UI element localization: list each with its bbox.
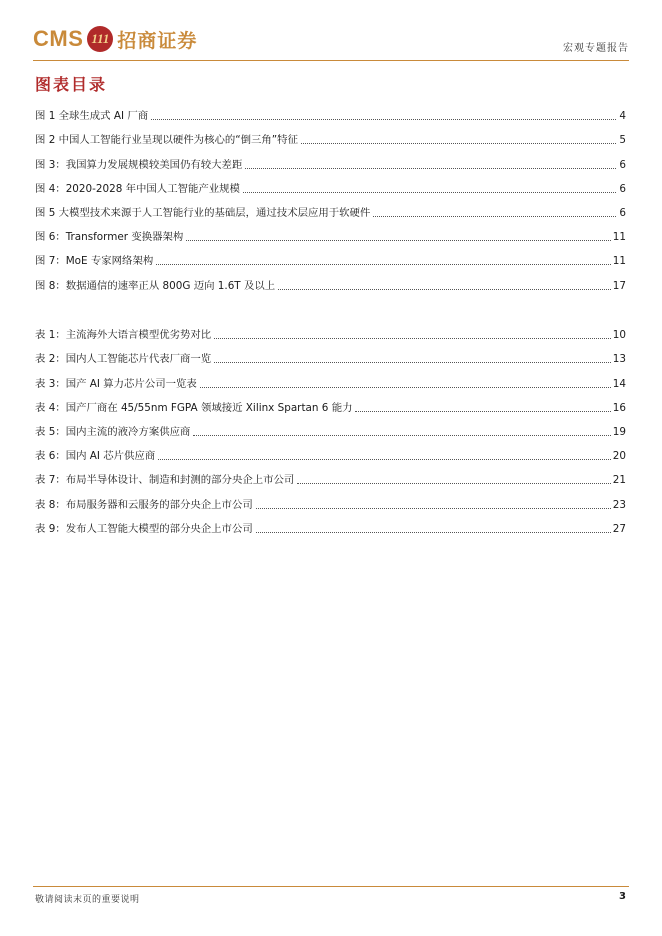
table-entry[interactable] [35, 512, 626, 536]
dot-leader [301, 143, 616, 144]
figure-entry[interactable] [35, 99, 626, 123]
table-entry-page[interactable]: 10 [612, 329, 626, 342]
figure-entry-label[interactable]: 图 2 中国人工智能行业呈现以硬件为核心的“倒三角”特征 [35, 134, 298, 147]
table-entry-page[interactable]: 20 [612, 450, 626, 463]
figure-entry-page[interactable]: 4 [619, 110, 626, 123]
figure-entry[interactable] [35, 147, 626, 171]
dot-leader [297, 483, 610, 484]
table-entry[interactable] [35, 318, 626, 342]
table-entry[interactable] [35, 342, 626, 366]
dot-leader [193, 435, 610, 436]
dot-leader [245, 168, 616, 169]
figure-entry-page[interactable]: 6 [619, 206, 626, 219]
cms-logo [33, 24, 197, 54]
table-entry-label[interactable]: 表 5：国内主流的液冷方案供应商 [35, 425, 191, 438]
disclaimer-note: 敬请阅读末页的重要说明 [35, 895, 140, 905]
figure-entry[interactable] [35, 196, 626, 220]
dot-leader [373, 216, 616, 217]
page-header [33, 24, 629, 60]
table-entry-label[interactable]: 表 7：布局半导体设计、制造和封测的部分央企上市公司 [35, 474, 295, 487]
table-entry-label[interactable]: 表 9：发布人工智能大模型的部分央企上市公司 [35, 522, 253, 535]
dot-leader [200, 387, 611, 388]
table-entry-page[interactable]: 23 [612, 498, 626, 511]
header-divider [33, 60, 629, 61]
table-entry-page[interactable]: 13 [612, 353, 626, 366]
table-entry-label[interactable]: 表 3：国产 AI 算力芯片公司一览表 [35, 377, 197, 390]
figure-entry-page[interactable]: 17 [612, 279, 626, 292]
dot-leader [243, 192, 616, 193]
table-entry[interactable] [35, 439, 626, 463]
figure-list [35, 99, 626, 293]
figure-entry[interactable] [35, 244, 626, 268]
dot-leader [256, 532, 611, 533]
report-type: 宏观专题报告 [563, 43, 629, 54]
figure-entry-label[interactable]: 图 3：我国算力发展规模较美国仍有较大差距 [35, 158, 243, 171]
figure-entry-label[interactable]: 图 1 全球生成式 AI 厂商 [35, 110, 149, 123]
table-entry[interactable] [35, 463, 626, 487]
dot-leader [151, 119, 616, 120]
figure-entry-label[interactable]: 图 7：MoE 专家网络架构 [35, 255, 154, 268]
table-entry-label[interactable]: 表 1：主流海外大语言模型优劣势对比 [35, 329, 212, 342]
figure-entry-page[interactable]: 6 [619, 182, 626, 195]
dot-leader [256, 508, 611, 509]
figure-entry-label[interactable]: 图 8：数据通信的速率正从 800G 迈向 1.6T 及以上 [35, 279, 276, 292]
figure-entry[interactable] [35, 172, 626, 196]
logo-emblem-text: 111 [91, 31, 110, 46]
figure-entry[interactable] [35, 123, 626, 147]
dot-leader [355, 411, 610, 412]
table-entry-page[interactable]: 16 [612, 401, 626, 414]
table-list [35, 318, 626, 536]
figure-entry-page[interactable]: 11 [612, 231, 626, 244]
page-number: 3 [619, 891, 626, 902]
table-entry[interactable] [35, 415, 626, 439]
table-entry-page[interactable]: 27 [612, 522, 626, 535]
figure-entry-page[interactable]: 11 [612, 255, 626, 268]
dot-leader [158, 459, 611, 460]
figure-entry-label[interactable]: 图 4：2020-2028 年中国人工智能产业规模 [35, 182, 240, 195]
logo-cn-text: 招商证券 [117, 29, 198, 52]
table-entry-page[interactable]: 14 [612, 377, 626, 390]
table-entry[interactable] [35, 366, 626, 390]
figure-entry[interactable] [35, 268, 626, 292]
dot-leader [278, 289, 611, 290]
logo-emblem-icon [87, 26, 113, 52]
table-entry-label[interactable]: 表 4：国产厂商在 45/55nm FGPA 领域接近 Xilinx Spartan 6 能力 [35, 401, 353, 414]
table-entry-page[interactable]: 21 [612, 474, 626, 487]
table-entry-page[interactable]: 19 [612, 425, 626, 438]
table-entry-label[interactable]: 表 6：国内 AI 芯片供应商 [35, 450, 156, 463]
figure-entry-page[interactable]: 6 [619, 158, 626, 171]
figure-entry-label[interactable]: 图 5 大模型技术来源于人工智能行业的基础层，通过技术层应用于软硬件 [35, 206, 371, 219]
dot-leader [214, 362, 611, 363]
dot-leader [156, 264, 611, 265]
table-entry[interactable] [35, 487, 626, 511]
figure-entry-label[interactable]: 图 6：Transformer 变换器架构 [35, 231, 184, 244]
table-entry-label[interactable]: 表 2：国内人工智能芯片代表厂商一览 [35, 353, 212, 366]
table-entry[interactable] [35, 391, 626, 415]
toc-title: 图表目录 [35, 75, 108, 94]
logo-text: CMS [33, 26, 84, 51]
table-entry-label[interactable]: 表 8：布局服务器和云服务的部分央企上市公司 [35, 498, 253, 511]
figure-entry[interactable] [35, 220, 626, 244]
dot-leader [186, 240, 610, 241]
dot-leader [214, 338, 611, 339]
figure-entry-page[interactable]: 5 [619, 134, 626, 147]
footer-divider [33, 886, 629, 887]
